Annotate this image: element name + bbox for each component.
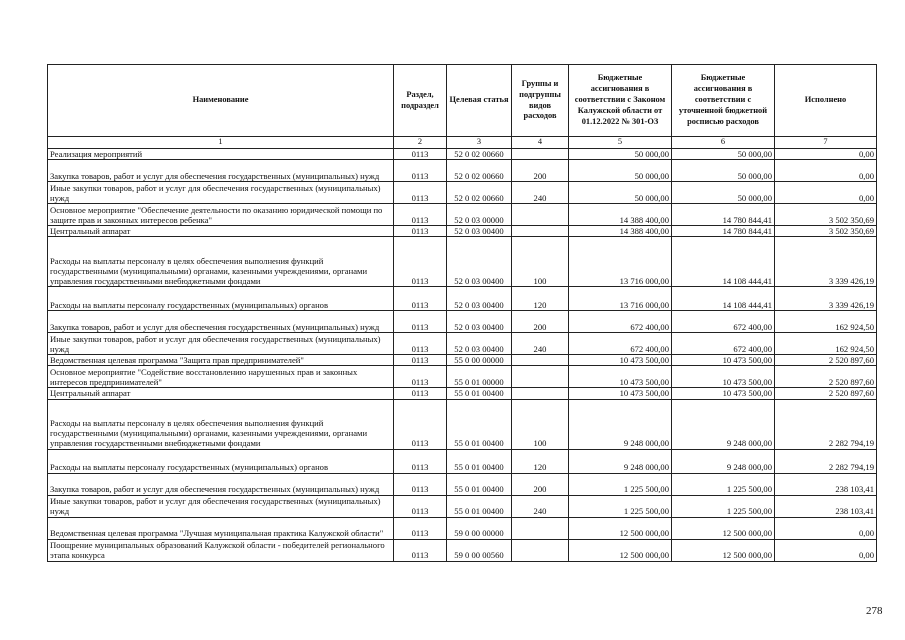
row-law-amount: 10 473 500,00 bbox=[569, 355, 672, 366]
row-expense-group bbox=[512, 388, 569, 399]
row-name: Основное мероприятие "Содействие восстановлению нарушенных прав и законных интересов предпринимателей" bbox=[48, 366, 394, 388]
row-refined-amount: 14 108 444,41 bbox=[672, 287, 775, 311]
row-section: 0113 bbox=[394, 449, 447, 473]
row-executed-amount: 238 103,41 bbox=[775, 473, 877, 495]
row-section: 0113 bbox=[394, 287, 447, 311]
row-refined-amount: 9 248 000,00 bbox=[672, 449, 775, 473]
table-row bbox=[48, 517, 877, 539]
row-expense-group: 200 bbox=[512, 160, 569, 182]
row-law-amount: 50 000,00 bbox=[569, 182, 672, 204]
row-section: 0113 bbox=[394, 388, 447, 399]
row-section: 0113 bbox=[394, 149, 447, 160]
column-number: 6 bbox=[672, 137, 775, 149]
table-row bbox=[48, 473, 877, 495]
row-name: Иные закупки товаров, работ и услуг для обеспечения государственных (муниципальных) нужд bbox=[48, 495, 394, 517]
row-refined-amount: 14 780 844,41 bbox=[672, 204, 775, 226]
table-row bbox=[48, 311, 877, 333]
header-cell: Раздел, подраздел bbox=[394, 65, 447, 137]
row-name: Иные закупки товаров, работ и услуг для обеспечения государственных (муниципальных) нужд bbox=[48, 333, 394, 355]
row-target-article: 55 0 01 00000 bbox=[447, 366, 512, 388]
row-refined-amount: 1 225 500,00 bbox=[672, 495, 775, 517]
row-refined-amount: 50 000,00 bbox=[672, 149, 775, 160]
row-section: 0113 bbox=[394, 495, 447, 517]
row-expense-group: 240 bbox=[512, 333, 569, 355]
row-section: 0113 bbox=[394, 311, 447, 333]
budget-table bbox=[47, 64, 877, 562]
row-name: Закупка товаров, работ и услуг для обеспечения государственных (муниципальных) нужд bbox=[48, 160, 394, 182]
row-refined-amount: 1 225 500,00 bbox=[672, 473, 775, 495]
row-refined-amount: 10 473 500,00 bbox=[672, 388, 775, 399]
row-expense-group: 200 bbox=[512, 311, 569, 333]
row-executed-amount: 2 282 794,19 bbox=[775, 399, 877, 449]
column-number: 5 bbox=[569, 137, 672, 149]
row-executed-amount: 162 924,50 bbox=[775, 311, 877, 333]
row-expense-group bbox=[512, 204, 569, 226]
row-target-article: 55 0 01 00400 bbox=[447, 449, 512, 473]
row-executed-amount: 238 103,41 bbox=[775, 495, 877, 517]
row-target-article: 52 0 02 00660 bbox=[447, 149, 512, 160]
table-row bbox=[48, 539, 877, 561]
table-row bbox=[48, 333, 877, 355]
row-name: Расходы на выплаты персоналу в целях обеспечения выполнения функций государственными (муниципальными) органами, казенными учреждениями, органами управления государственными внебюджетными фондами bbox=[48, 237, 394, 287]
row-name: Основное мероприятие "Обеспечение деятельности по оказанию юридической помощи по защите прав и законных интересов ребенка" bbox=[48, 204, 394, 226]
row-name: Расходы на выплаты персоналу государственных (муниципальных) органов bbox=[48, 449, 394, 473]
row-name: Иные закупки товаров, работ и услуг для обеспечения государственных (муниципальных) нужд bbox=[48, 182, 394, 204]
row-target-article: 55 0 01 00400 bbox=[447, 399, 512, 449]
row-executed-amount: 0,00 bbox=[775, 517, 877, 539]
row-name: Закупка товаров, работ и услуг для обеспечения государственных (муниципальных) нужд bbox=[48, 311, 394, 333]
row-expense-group: 240 bbox=[512, 182, 569, 204]
row-executed-amount: 2 282 794,19 bbox=[775, 449, 877, 473]
header-cell: Группы и подгруппы видов расходов bbox=[512, 65, 569, 137]
row-target-article: 52 0 03 00400 bbox=[447, 226, 512, 237]
row-section: 0113 bbox=[394, 182, 447, 204]
table-row bbox=[48, 149, 877, 160]
header-row bbox=[48, 65, 877, 137]
row-law-amount: 12 500 000,00 bbox=[569, 539, 672, 561]
row-executed-amount: 0,00 bbox=[775, 182, 877, 204]
row-target-article: 52 0 03 00400 bbox=[447, 311, 512, 333]
table-row bbox=[48, 237, 877, 287]
row-target-article: 55 0 00 00000 bbox=[447, 355, 512, 366]
row-target-article: 55 0 01 00400 bbox=[447, 495, 512, 517]
row-expense-group: 100 bbox=[512, 237, 569, 287]
column-number: 2 bbox=[394, 137, 447, 149]
row-law-amount: 672 400,00 bbox=[569, 311, 672, 333]
row-expense-group bbox=[512, 149, 569, 160]
row-section: 0113 bbox=[394, 366, 447, 388]
row-law-amount: 13 716 000,00 bbox=[569, 237, 672, 287]
row-refined-amount: 50 000,00 bbox=[672, 160, 775, 182]
table-row bbox=[48, 495, 877, 517]
row-target-article: 52 0 03 00000 bbox=[447, 204, 512, 226]
row-section: 0113 bbox=[394, 237, 447, 287]
column-number: 3 bbox=[447, 137, 512, 149]
table-row bbox=[48, 366, 877, 388]
row-executed-amount: 0,00 bbox=[775, 160, 877, 182]
table-row bbox=[48, 449, 877, 473]
row-section: 0113 bbox=[394, 539, 447, 561]
row-name: Ведомственная целевая программа "Защита прав предпринимателей" bbox=[48, 355, 394, 366]
header-cell: Целевая статья bbox=[447, 65, 512, 137]
row-target-article: 59 0 00 00560 bbox=[447, 539, 512, 561]
header-cell: Бюджетные ассигнования в соответствии с Законом Калужской области от 01.12.2022 № 301-ОЗ bbox=[569, 65, 672, 137]
row-refined-amount: 12 500 000,00 bbox=[672, 539, 775, 561]
column-number: 1 bbox=[48, 137, 394, 149]
table-row bbox=[48, 226, 877, 237]
page-number: 278 bbox=[866, 605, 883, 617]
row-target-article: 55 0 01 00400 bbox=[447, 473, 512, 495]
row-section: 0113 bbox=[394, 160, 447, 182]
row-name: Реализация мероприятий bbox=[48, 149, 394, 160]
column-number-row bbox=[48, 137, 877, 149]
row-section: 0113 bbox=[394, 473, 447, 495]
row-target-article: 52 0 03 00400 bbox=[447, 287, 512, 311]
row-name: Ведомственная целевая программа "Лучшая муниципальная практика Калужской области" bbox=[48, 517, 394, 539]
row-section: 0113 bbox=[394, 204, 447, 226]
row-law-amount: 9 248 000,00 bbox=[569, 449, 672, 473]
table-row bbox=[48, 355, 877, 366]
row-executed-amount: 3 502 350,69 bbox=[775, 226, 877, 237]
row-refined-amount: 672 400,00 bbox=[672, 333, 775, 355]
row-target-article: 52 0 03 00400 bbox=[447, 237, 512, 287]
row-section: 0113 bbox=[394, 517, 447, 539]
row-law-amount: 50 000,00 bbox=[569, 160, 672, 182]
row-law-amount: 10 473 500,00 bbox=[569, 366, 672, 388]
table-row bbox=[48, 399, 877, 449]
row-law-amount: 1 225 500,00 bbox=[569, 473, 672, 495]
table-row bbox=[48, 160, 877, 182]
row-expense-group: 200 bbox=[512, 473, 569, 495]
table-row bbox=[48, 204, 877, 226]
row-expense-group: 120 bbox=[512, 287, 569, 311]
header-cell: Исполнено bbox=[775, 65, 877, 137]
row-expense-group: 120 bbox=[512, 449, 569, 473]
row-name: Центральный аппарат bbox=[48, 388, 394, 399]
row-expense-group bbox=[512, 226, 569, 237]
row-refined-amount: 9 248 000,00 bbox=[672, 399, 775, 449]
column-number: 7 bbox=[775, 137, 877, 149]
row-law-amount: 50 000,00 bbox=[569, 149, 672, 160]
row-refined-amount: 10 473 500,00 bbox=[672, 355, 775, 366]
header-cell: Бюджетные ассигнования в соответствии с уточненной бюджетной росписью расходов bbox=[672, 65, 775, 137]
row-expense-group bbox=[512, 366, 569, 388]
row-executed-amount: 2 520 897,60 bbox=[775, 366, 877, 388]
row-refined-amount: 14 108 444,41 bbox=[672, 237, 775, 287]
row-law-amount: 1 225 500,00 bbox=[569, 495, 672, 517]
row-expense-group bbox=[512, 517, 569, 539]
row-name: Закупка товаров, работ и услуг для обеспечения государственных (муниципальных) нужд bbox=[48, 473, 394, 495]
row-law-amount: 14 388 400,00 bbox=[569, 204, 672, 226]
row-refined-amount: 14 780 844,41 bbox=[672, 226, 775, 237]
row-name: Центральный аппарат bbox=[48, 226, 394, 237]
row-executed-amount: 2 520 897,60 bbox=[775, 355, 877, 366]
row-expense-group bbox=[512, 539, 569, 561]
row-executed-amount: 2 520 897,60 bbox=[775, 388, 877, 399]
row-executed-amount: 162 924,50 bbox=[775, 333, 877, 355]
row-expense-group: 100 bbox=[512, 399, 569, 449]
table-row bbox=[48, 388, 877, 399]
row-section: 0113 bbox=[394, 333, 447, 355]
row-expense-group: 240 bbox=[512, 495, 569, 517]
row-target-article: 52 0 02 00660 bbox=[447, 182, 512, 204]
table-row bbox=[48, 287, 877, 311]
row-expense-group bbox=[512, 355, 569, 366]
row-refined-amount: 10 473 500,00 bbox=[672, 366, 775, 388]
row-section: 0113 bbox=[394, 355, 447, 366]
row-executed-amount: 0,00 bbox=[775, 149, 877, 160]
row-name: Расходы на выплаты персоналу в целях обеспечения выполнения функций государственными (муниципальными) органами, казенными учреждениями, органами управления государственными внебюджетными фондами bbox=[48, 399, 394, 449]
row-executed-amount: 3 502 350,69 bbox=[775, 204, 877, 226]
column-number: 4 bbox=[512, 137, 569, 149]
table-row bbox=[48, 182, 877, 204]
row-law-amount: 9 248 000,00 bbox=[569, 399, 672, 449]
row-law-amount: 12 500 000,00 bbox=[569, 517, 672, 539]
row-section: 0113 bbox=[394, 399, 447, 449]
row-executed-amount: 3 339 426,19 bbox=[775, 287, 877, 311]
row-law-amount: 672 400,00 bbox=[569, 333, 672, 355]
row-name: Расходы на выплаты персоналу государственных (муниципальных) органов bbox=[48, 287, 394, 311]
row-executed-amount: 0,00 bbox=[775, 539, 877, 561]
row-target-article: 52 0 02 00660 bbox=[447, 160, 512, 182]
row-law-amount: 10 473 500,00 bbox=[569, 388, 672, 399]
row-refined-amount: 12 500 000,00 bbox=[672, 517, 775, 539]
row-executed-amount: 3 339 426,19 bbox=[775, 237, 877, 287]
row-law-amount: 13 716 000,00 bbox=[569, 287, 672, 311]
row-refined-amount: 672 400,00 bbox=[672, 311, 775, 333]
row-law-amount: 14 388 400,00 bbox=[569, 226, 672, 237]
row-target-article: 59 0 00 00000 bbox=[447, 517, 512, 539]
row-target-article: 52 0 03 00400 bbox=[447, 333, 512, 355]
row-refined-amount: 50 000,00 bbox=[672, 182, 775, 204]
row-target-article: 55 0 01 00400 bbox=[447, 388, 512, 399]
header-cell: Наименование bbox=[48, 65, 394, 137]
row-section: 0113 bbox=[394, 226, 447, 237]
row-name: Поощрение муниципальных образований Калужской области - победителей регионального этапа конкурса bbox=[48, 539, 394, 561]
